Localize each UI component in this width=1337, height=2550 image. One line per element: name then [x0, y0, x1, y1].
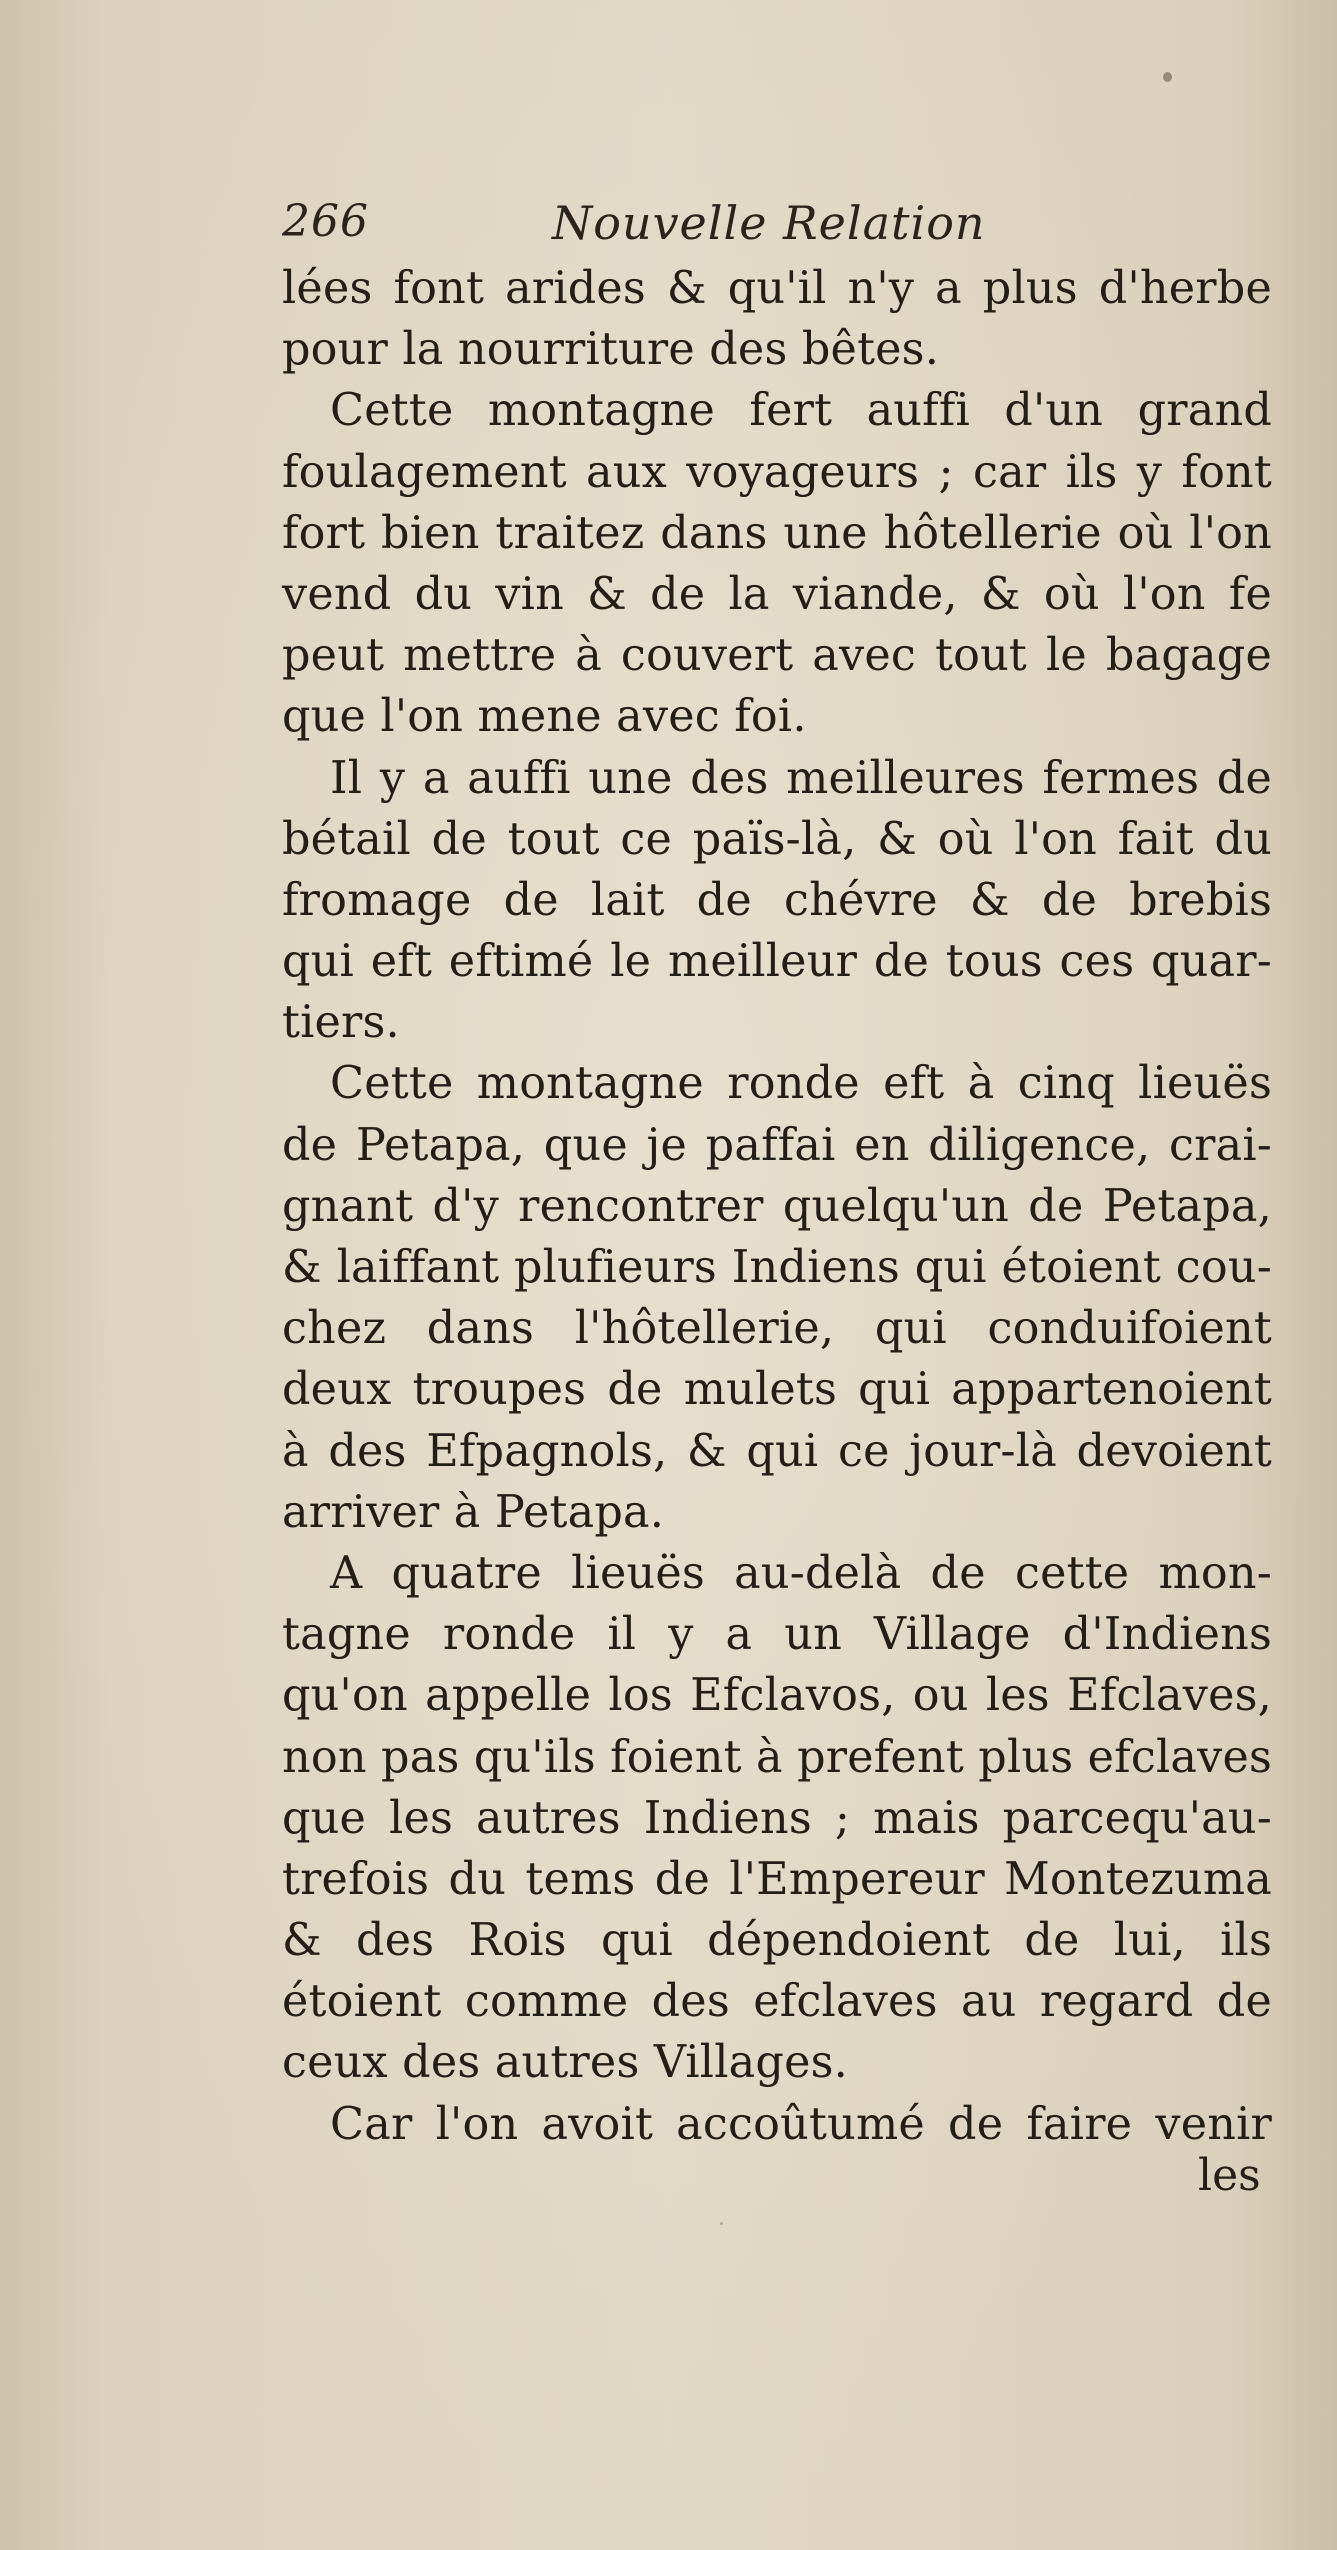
- running-head: Nouvelle Relation: [552, 196, 986, 250]
- text-line: chez dans l'hôtellerie, qui conduifoient: [282, 1303, 1272, 1355]
- text-line: qui eft eftimé le meilleur de tous ces quar-: [282, 936, 1272, 988]
- text-line: arriver à Petapa.: [282, 1486, 665, 1538]
- text-line: tiers.: [282, 997, 400, 1049]
- text-line: A quatre lieuës au-delà de cette mon-: [330, 1547, 1272, 1599]
- text-line: pour la nourriture des bêtes.: [282, 324, 940, 376]
- text-line: qu'on appelle los Efclavos, ou les Efclaves,: [282, 1670, 1272, 1722]
- text-line: de Petapa, que je paffai en diligence, crai-: [282, 1119, 1272, 1171]
- text-line: deux troupes de mulets qui appartenoient: [282, 1364, 1272, 1416]
- text-line: que les autres Indiens ; mais parcequ'au-: [282, 1792, 1272, 1844]
- text-line: trefois du tems de l'Empereur Montezuma: [282, 1853, 1272, 1905]
- catchword: les: [1198, 2150, 1261, 2201]
- ink-spot: [1163, 72, 1172, 82]
- text-line: Il y a auffi une des meilleures fermes de: [330, 752, 1272, 804]
- text-line: lées font arides & qu'il n'y a plus d'herbe: [282, 263, 1272, 314]
- text-line: foulagement aux voyageurs ; car ils y font: [282, 446, 1272, 498]
- text-line: non pas qu'ils foient à prefent plus efclaves: [282, 1731, 1273, 1783]
- text-line: bétail de tout ce païs-là, & où l'on fait du: [282, 813, 1272, 865]
- text-line: Cette montagne ronde eft à cinq lieuës: [330, 1058, 1272, 1110]
- text-line: & laiffant plufieurs Indiens qui étoient cou-: [282, 1242, 1272, 1293]
- page-number: 266: [282, 196, 369, 247]
- text-line: tagne ronde il y a un Village d'Indiens: [282, 1609, 1272, 1661]
- page-header: [282, 196, 1022, 256]
- text-line: Cette montagne fert auffi d'un grand: [330, 385, 1272, 437]
- ink-spot: [720, 2222, 723, 2225]
- text-line: vend du vin & de la viande, & où l'on fe: [282, 568, 1272, 620]
- text-line: fort bien traitez dans une hôtellerie où l'on: [282, 507, 1272, 559]
- text-line: fromage de lait de chévre & de brebis: [282, 874, 1272, 926]
- text-line: étoient comme des efclaves au regard de: [282, 1976, 1272, 2028]
- text-line: à des Efpagnols, & qui ce jour-là devoient: [282, 1425, 1272, 1477]
- text-line: gnant d'y rencontrer quelqu'un de Petapa,: [282, 1180, 1272, 1232]
- text-line: peut mettre à couvert avec tout le bagage: [282, 630, 1272, 682]
- text-line: Car l'on avoit accoûtumé de faire venir: [330, 2098, 1272, 2150]
- body-text: [282, 258, 1272, 2155]
- text-line: ceux des autres Villages.: [282, 2037, 849, 2089]
- text-line: que l'on mene avec foi.: [282, 691, 807, 743]
- text-line: & des Rois qui dépendoient de lui, ils: [282, 1915, 1272, 1967]
